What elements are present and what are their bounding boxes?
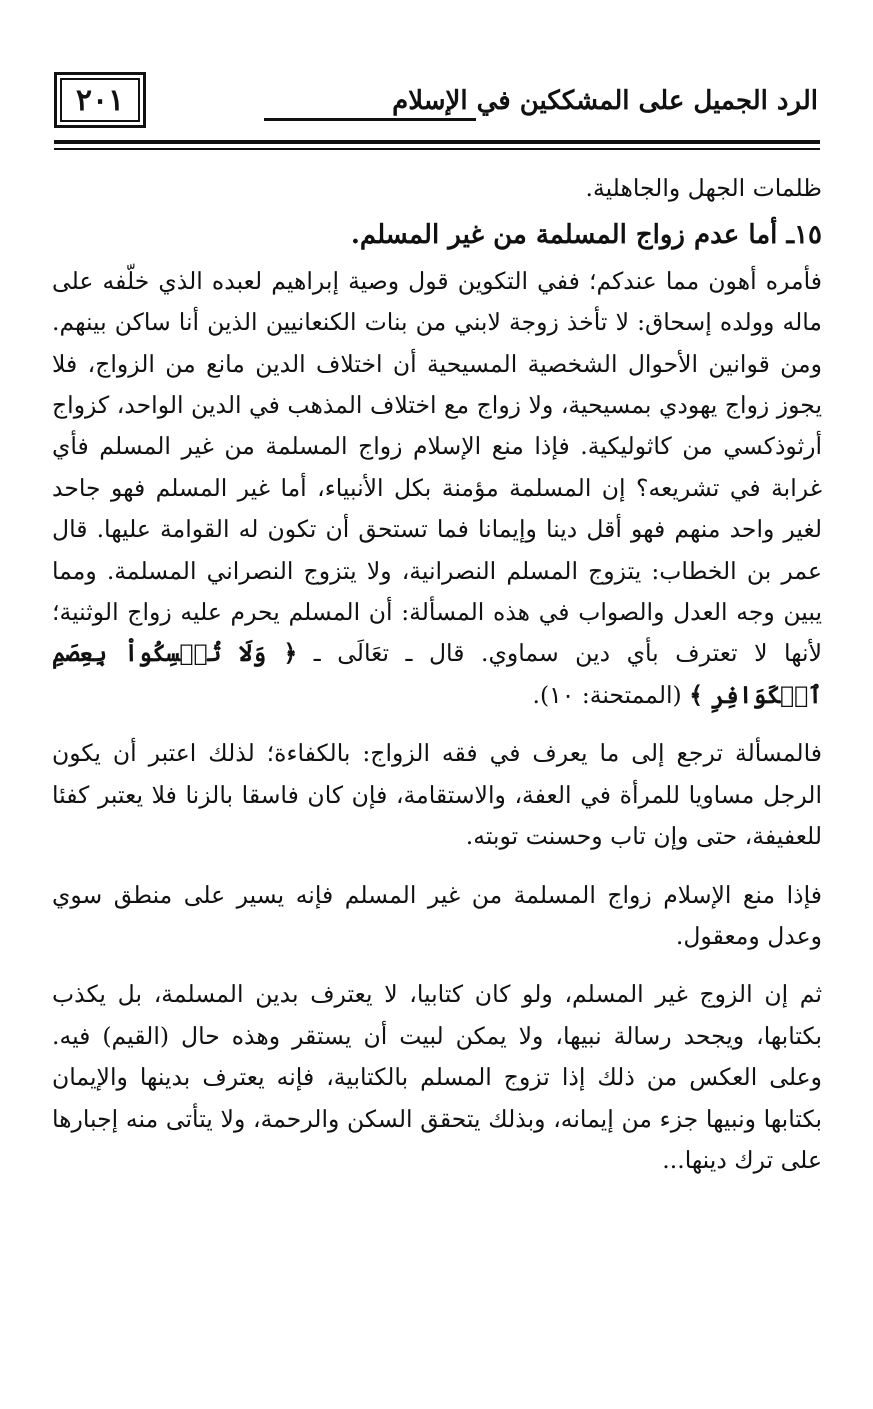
intro-line: ظلمات الجهل والجاهلية. — [585, 174, 822, 202]
paragraph-1-text: فأمره أهون مما عندكم؛ ففي التكوين قول وصية إبراهيم لعبده الذي خلّفه على ماله وولده إسحاق: لا تأخذ زوجة لابني من بنات الكنعانيين الذين أنا ساكن بينهم. ومن قوانين الأحوال الشخصية المسيحية أن اختلاف الدين مانع من الزواج، فلا يجوز زواج يهودي بمسيحية، ولا زواج مع اختلاف المذهب في الدين الواحد، كزواج أرثوذكسي من كاثوليكية. فإذا منع الإسلام زواج المسلمة من غير المسلم فأي غرابة في تشريعه؟ إن المسلمة مؤمنة بكل الأنبياء، أما غير المسلم فهو جاحد لغير واحد منهم فهو أقل دينا وإيمانا فما تستحق أن تكون له القوامة عليها. قال عمر بن الخطاب: يتزوج المسلم النصرانية، ولا يتزوج النصراني المسلمة. ومما يبين وجه العدل والصواب في هذه المسألة: أن المسلم يحرم عليه زواج الوثنية؛ لأنها لا تعترف بأي دين سماوي. قال ـ تعَالَى ـ — [52, 266, 822, 668]
page-body — [52, 168, 822, 1181]
verse-citation: (الممتحنة: ١٠). — [532, 680, 682, 709]
page-number: ٢٠١ — [75, 82, 125, 118]
page-number-box — [54, 72, 146, 128]
quran-verse: ﴿ وَلَا تُمۡسِكُواْ بِعِصَمِ ٱلۡكَوَافِرِ ﴾ — [52, 639, 822, 709]
section-heading: ١٥ـ أما عدم زواج المسلمة من غير المسلم. — [350, 220, 822, 251]
book-title: الرد الجميل على المشككين في الإسلام — [392, 86, 818, 116]
paragraph-4: ثم إن الزوج غير المسلم، ولو كان كتابيا، لا يعترف بدين المسلمة، بل يكذب بكتابها، ويجحد رسالة نبيها، ولا يمكن لبيت أن يستقر وهذه حال (القيم) فيه. وعلى العكس من ذلك إذا تزوج المسلم بالكتابية، فإنه يعترف بدينها والإيمان بكتابها ونبيها جزء من إيمانه، وبذلك يتحقق السكن والرحمة، ولا يتأتى منه إجبارها على ترك دينها... — [52, 980, 822, 1174]
header-rule-thick — [54, 140, 820, 144]
header-rule-thin — [54, 148, 820, 150]
running-header — [54, 72, 818, 134]
title-rule — [264, 118, 476, 121]
paragraph-2: فالمسألة ترجع إلى ما يعرف في فقه الزواج: بالكفاءة؛ لذلك اعتبر أن يكون الرجل مساويا للمرأة في العفة، والاستقامة، فإن كان فاسقا بالزنا فلا يعتبر كفئا للعفيفة، حتى وإن تاب وحسنت توبته. — [52, 739, 822, 851]
paragraph-3: فإذا منع الإسلام زواج المسلمة من غير المسلم فإنه يسير على منطق سوي وعدل ومعقول. — [52, 880, 822, 950]
paragraph-1 — [52, 261, 822, 716]
